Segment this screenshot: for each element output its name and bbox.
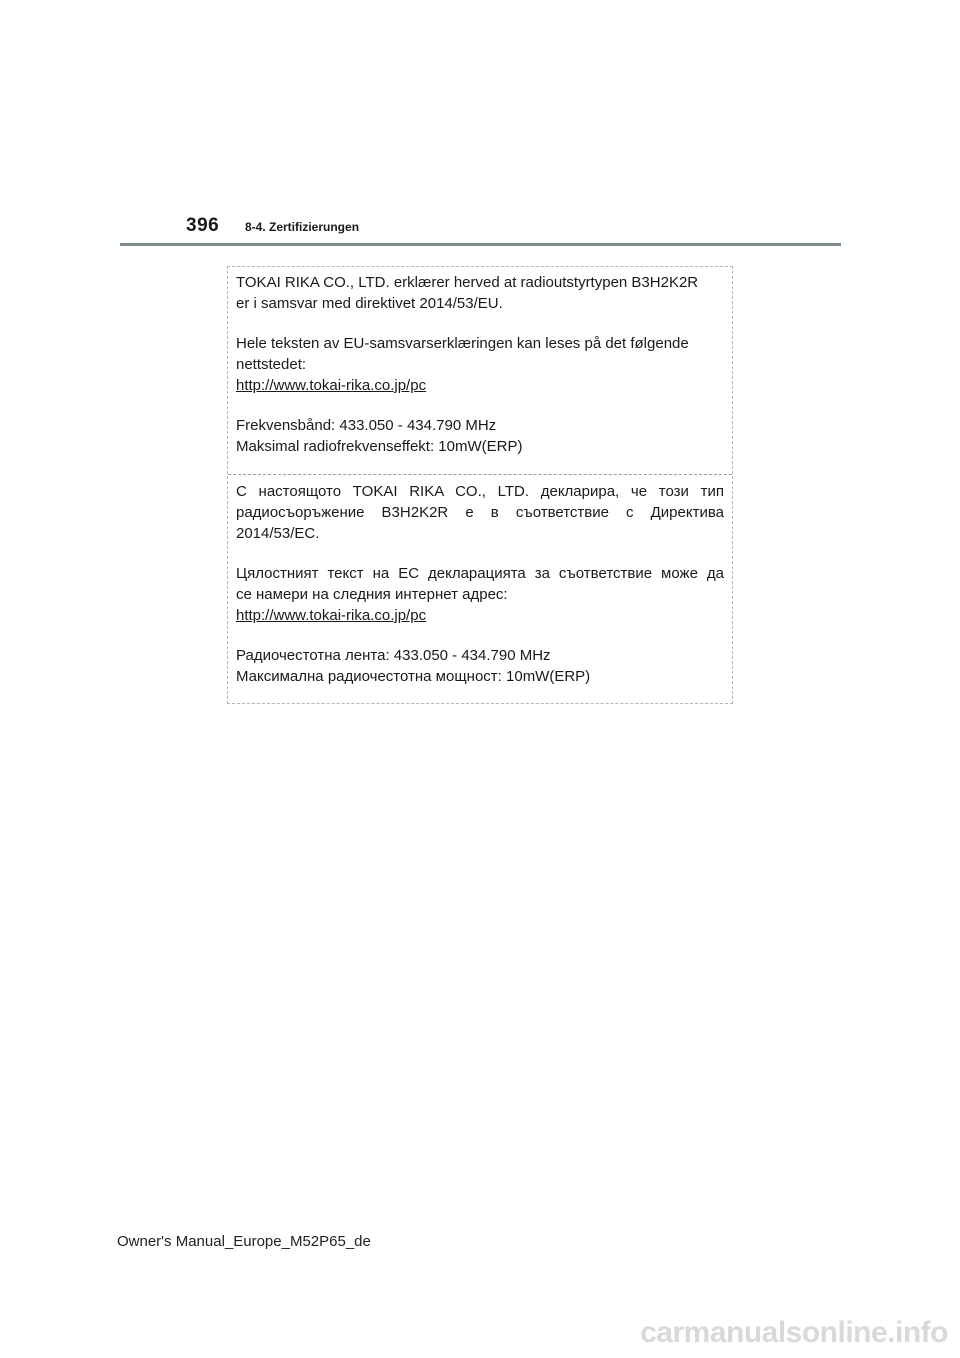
section-title: 8-4. Zertifizierungen bbox=[245, 220, 360, 234]
certificate-bulgarian bbox=[228, 474, 732, 706]
max-power: Максимална радиочестотна мощност: 10mW(ERP) bbox=[236, 668, 591, 685]
declaration-paragraph bbox=[236, 272, 724, 314]
note-line: Цялостният текст на ЕС декларацията за съответствие може да bbox=[236, 565, 724, 582]
certificate-norwegian bbox=[228, 272, 732, 476]
declaration-line: er i samsvar med direktivet 2014/53/EU. bbox=[236, 295, 503, 312]
page-number: 396 bbox=[186, 215, 220, 236]
header-divider bbox=[120, 243, 841, 246]
radio-spec-paragraph bbox=[236, 415, 724, 457]
certificate-box bbox=[227, 266, 733, 704]
note-line: Hele teksten av EU-samsvarserklæringen kan leses på det følgende bbox=[236, 335, 689, 352]
declaration-line: TOKAI RIKA CO., LTD. erklærer herved at radioutstyrtypen B3H2K2R bbox=[236, 274, 699, 291]
frequency-band: Frekvensbånd: 433.050 - 434.790 MHz bbox=[236, 417, 497, 434]
max-power: Maksimal radiofrekvenseffekt: 10mW(ERP) bbox=[236, 438, 523, 455]
radio-spec-paragraph bbox=[236, 645, 724, 687]
frequency-band: Радиочестотна лента: 433.050 - 434.790 MHz bbox=[236, 647, 551, 664]
declaration-line: С настоящото TOKAI RIKA CO., LTD. декларира, че този тип bbox=[236, 483, 724, 500]
declaration-url-link[interactable]: http://www.tokai-rika.co.jp/pc bbox=[236, 377, 427, 394]
manual-identifier: Owner's Manual_Europe_M52P65_de bbox=[117, 1233, 371, 1250]
declaration-line: 2014/53/ЕС. bbox=[236, 525, 320, 542]
full-text-note-paragraph bbox=[236, 333, 724, 396]
full-text-note-paragraph bbox=[236, 563, 724, 626]
site-watermark: carmanualsonline.info bbox=[640, 1316, 948, 1349]
note-line: се намери на следния интернет адрес: bbox=[236, 586, 508, 603]
declaration-paragraph bbox=[236, 481, 724, 544]
declaration-line: радиосъоръжение B3H2K2R е в съответствие с Директива bbox=[236, 504, 724, 521]
note-line: nettstedet: bbox=[236, 356, 307, 373]
declaration-url-link[interactable]: http://www.tokai-rika.co.jp/pc bbox=[236, 607, 427, 624]
